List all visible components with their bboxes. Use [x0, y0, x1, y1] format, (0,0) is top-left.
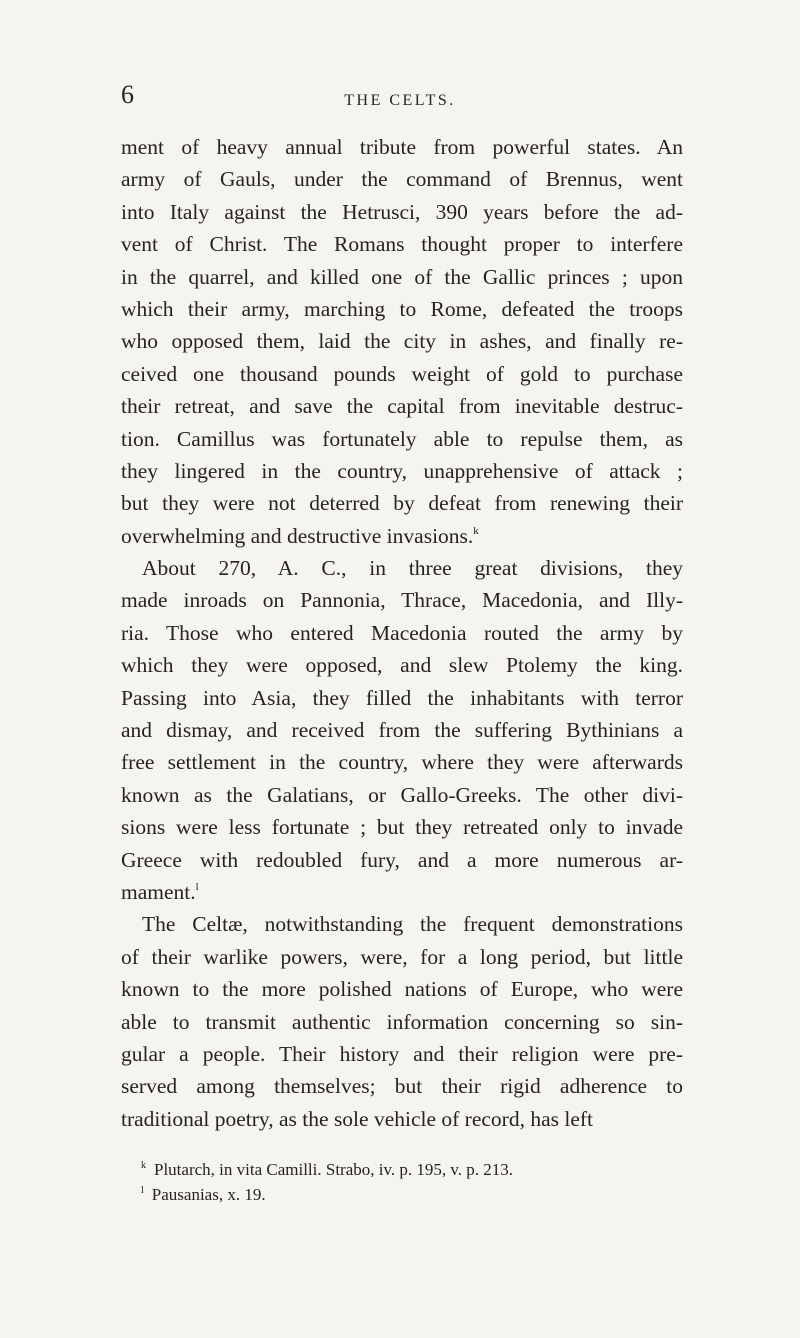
text-line: in the quarrel, and killed one of the Gallic princes ; upon: [121, 264, 683, 289]
text-line: who opposed them, laid the city in ashes, and finally re-: [121, 329, 683, 354]
text-line: served among themselves; but their rigid adherence to: [121, 1074, 683, 1099]
footnote-l: [141, 1182, 681, 1207]
text-line-with-note: [121, 520, 683, 552]
text-line: they lingered in the country, unapprehensive of attack ;: [121, 458, 683, 483]
footnote-marker: l: [141, 1185, 144, 1196]
text-line: which their army, marching to Rome, defeated the troops: [121, 296, 683, 321]
text-line: made inroads on Pannonia, Thrace, Macedonia, and Illy-: [121, 588, 683, 613]
paragraph-first-line: The Celtæ, notwithstanding the frequent demonstrations: [142, 912, 683, 937]
page-number: 6: [121, 80, 134, 109]
text-line-with-note: [121, 876, 683, 908]
text-line: vent of Christ. The Romans thought proper to interfere: [121, 232, 683, 257]
text-line: able to transmit authentic information concerning so sin-: [121, 1009, 683, 1034]
text-line: gular a people. Their history and their religion were pre-: [121, 1041, 683, 1066]
text-line: Greece with redoubled fury, and a more numerous ar-: [121, 847, 683, 872]
footnote-reference-k: k: [473, 524, 479, 537]
text-line: which they were opposed, and slew Ptolemy the king.: [121, 653, 683, 678]
running-head: THE CELTS.: [344, 92, 456, 109]
text-line: ria. Those who entered Macedonia routed the army by: [121, 620, 683, 645]
text-line: army of Gauls, under the command of Brennus, went: [121, 167, 683, 192]
text-line: tion. Camillus was fortunately able to repulse them, as: [121, 426, 683, 451]
text-line-content: mament.: [121, 879, 196, 904]
text-line: sions were less fortunate ; but they retreated only to invade: [121, 815, 683, 840]
footnotes: [141, 1157, 681, 1207]
footnote-k: [141, 1157, 681, 1182]
footnote-marker: k: [141, 1160, 146, 1171]
text-line-content: overwhelming and destructive invasions.: [121, 523, 474, 548]
text-line: their retreat, and save the capital from inevitable destruc-: [121, 394, 683, 419]
body-text: [121, 131, 683, 1135]
text-line: free settlement in the country, where they were afterwards: [121, 750, 683, 775]
text-line: known to the more polished nations of Europe, who were: [121, 977, 683, 1002]
text-line: Passing into Asia, they filled the inhabitants with terror: [121, 685, 683, 710]
text-line: ceived one thousand pounds weight of gold to purchase: [121, 361, 683, 386]
footnote-reference-l: l: [195, 880, 199, 893]
footnote-text: Plutarch, in vita Camilli. Strabo, iv. p. 195, v. p. 213.: [154, 1160, 514, 1179]
text-line: known as the Galatians, or Gallo-Greeks. The other divi-: [121, 782, 683, 807]
footnote-text: Pausanias, x. 19.: [151, 1185, 266, 1204]
text-line: but they were not deterred by defeat from renewing their: [121, 491, 683, 516]
text-line: of their warlike powers, were, for a long period, but little: [121, 944, 683, 969]
paragraph-first-line: About 270, A. C., in three great divisions, they: [142, 556, 683, 581]
text-line: into Italy against the Hetrusci, 390 years before the ad-: [121, 199, 683, 224]
text-line: and dismay, and received from the suffering Bythinians a: [121, 718, 683, 743]
text-line: ment of heavy annual tribute from powerful states. An: [121, 135, 683, 159]
text-line: traditional poetry, as the sole vehicle of record, has left: [121, 1106, 594, 1131]
